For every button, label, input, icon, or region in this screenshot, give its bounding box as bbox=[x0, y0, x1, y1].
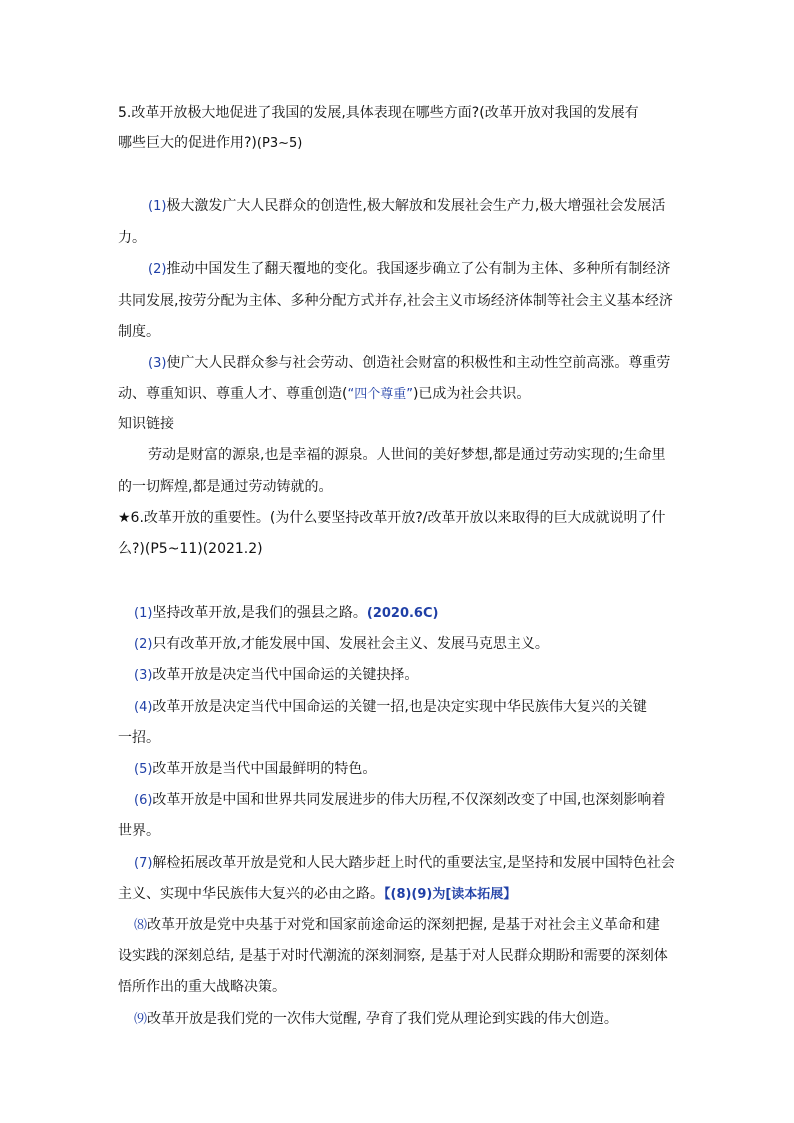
q5-point-1: (1)极大激发广大人民群众的创造性,极大解放和发展社会生产力,极大增强社会发展活 bbox=[148, 198, 666, 214]
point-number: (3) bbox=[134, 668, 153, 683]
q6-title-line1: ★6.改革开放的重要性。(为什么要坚持改革开放?/改革开放以来取得的巨大成就说明了什 bbox=[118, 510, 666, 526]
q6-title-line2: 么?)(P5~11)(2021.2) bbox=[118, 541, 263, 557]
q5-point-2-cont2: 制度。 bbox=[118, 324, 160, 340]
q6-point-5: (5)改革开放是当代中国最鲜明的特色。 bbox=[134, 761, 377, 777]
knowledge-link-line1: 劳动是财富的源泉,也是幸福的源泉。人世间的美好梦想,都是通过劳动实现的;生命里 bbox=[148, 447, 666, 463]
four-respects-term: “四个尊重” bbox=[347, 387, 413, 402]
point-number: (1) bbox=[134, 606, 153, 621]
knowledge-link-line2: 的一切辉煌,都是通过劳动铸就的。 bbox=[118, 479, 333, 495]
q6-point-3: (3)改革开放是决定当代中国命运的关键抉择。 bbox=[134, 667, 419, 683]
point-number: (4) bbox=[134, 700, 153, 715]
q6-point-8-cont: 设实践的深刻总结, 是基于对时代潮流的深刻洞察, 是基于对人民群众期盼和需要的深刻体 bbox=[118, 948, 668, 964]
point-number: ⑼ bbox=[134, 1012, 148, 1027]
q5-point-3-cont: 动、尊重知识、尊重人才、尊重创造(“四个尊重”)已成为社会共识。 bbox=[118, 386, 531, 402]
point-number: (7) bbox=[134, 856, 153, 871]
point-number: (2) bbox=[148, 262, 167, 277]
q6-point-6-cont: 世界。 bbox=[118, 823, 160, 839]
q6-point-7-cont: 主义、实现中华民族伟大复兴的必由之路。【(8)(9)为[读本拓展】 bbox=[118, 886, 517, 902]
knowledge-link-heading: 知识链接 bbox=[118, 416, 174, 432]
q6-point-9: ⑼改革开放是我们党的一次伟大觉醒, 孕育了我们党从理论到实践的伟大创造。 bbox=[134, 1011, 618, 1027]
point-number: (6) bbox=[134, 793, 153, 808]
point-number: (5) bbox=[134, 762, 153, 777]
point-number: ⑻ bbox=[134, 918, 148, 933]
point-number: (3) bbox=[148, 356, 167, 371]
point-number: (1) bbox=[148, 199, 167, 214]
q5-title-line2: 哪些巨大的促进作用?)(P3~5) bbox=[118, 135, 303, 151]
q5-point-3: (3)使广大人民群众参与社会劳动、创造社会财富的积极性和主动性空前高涨。尊重劳 bbox=[148, 355, 671, 371]
q5-title-line1: 5.改革开放极大地促进了我国的发展,具体表现在哪些方面?(改革开放对我国的发展有 bbox=[118, 105, 639, 121]
reader-extension-note: 【(8)(9)为[读本拓展】 bbox=[384, 887, 517, 902]
q6-point-4: (4)改革开放是决定当代中国命运的关键一招,也是决定实现中华民族伟大复兴的关键 bbox=[134, 699, 647, 715]
q6-point-4-cont: 一招。 bbox=[118, 730, 160, 746]
q5-point-1-cont: 力。 bbox=[118, 230, 146, 246]
point-number: (2) bbox=[134, 637, 153, 652]
exam-ref: (2020.6C) bbox=[366, 606, 439, 621]
q6-point-8: ⑻改革开放是党中央基于对党和国家前途命运的深刻把握, 是基于对社会主义革命和建 bbox=[134, 917, 660, 933]
q6-point-2: (2)只有改革开放,才能发展中国、发展社会主义、发展马克思主义。 bbox=[134, 636, 549, 652]
q6-point-6: (6)改革开放是中国和世界共同发展进步的伟大历程,不仅深刻改变了中国,也深刻影响着 bbox=[134, 792, 666, 808]
q5-point-2-cont: 共同发展,按劳分配为主体、多种分配方式并存,社会主义市场经济体制等社会主义基本经济 bbox=[118, 293, 673, 309]
q6-point-1: (1)坚持改革开放,是我们的强县之路。(2020.6C) bbox=[134, 605, 439, 621]
page-ref: (P3~5) bbox=[256, 136, 303, 151]
q6-point-8-cont2: 悟所作出的重大战略决策。 bbox=[118, 979, 286, 995]
q5-point-2: (2)推动中国发生了翻天覆地的变化。我国逐步确立了公有制为主体、多种所有制经济 bbox=[148, 261, 671, 277]
q6-point-7: (7)解检拓展改革开放是党和人民大踏步赶上时代的重要法宝,是坚持和发展中国特色社会 bbox=[134, 855, 675, 871]
